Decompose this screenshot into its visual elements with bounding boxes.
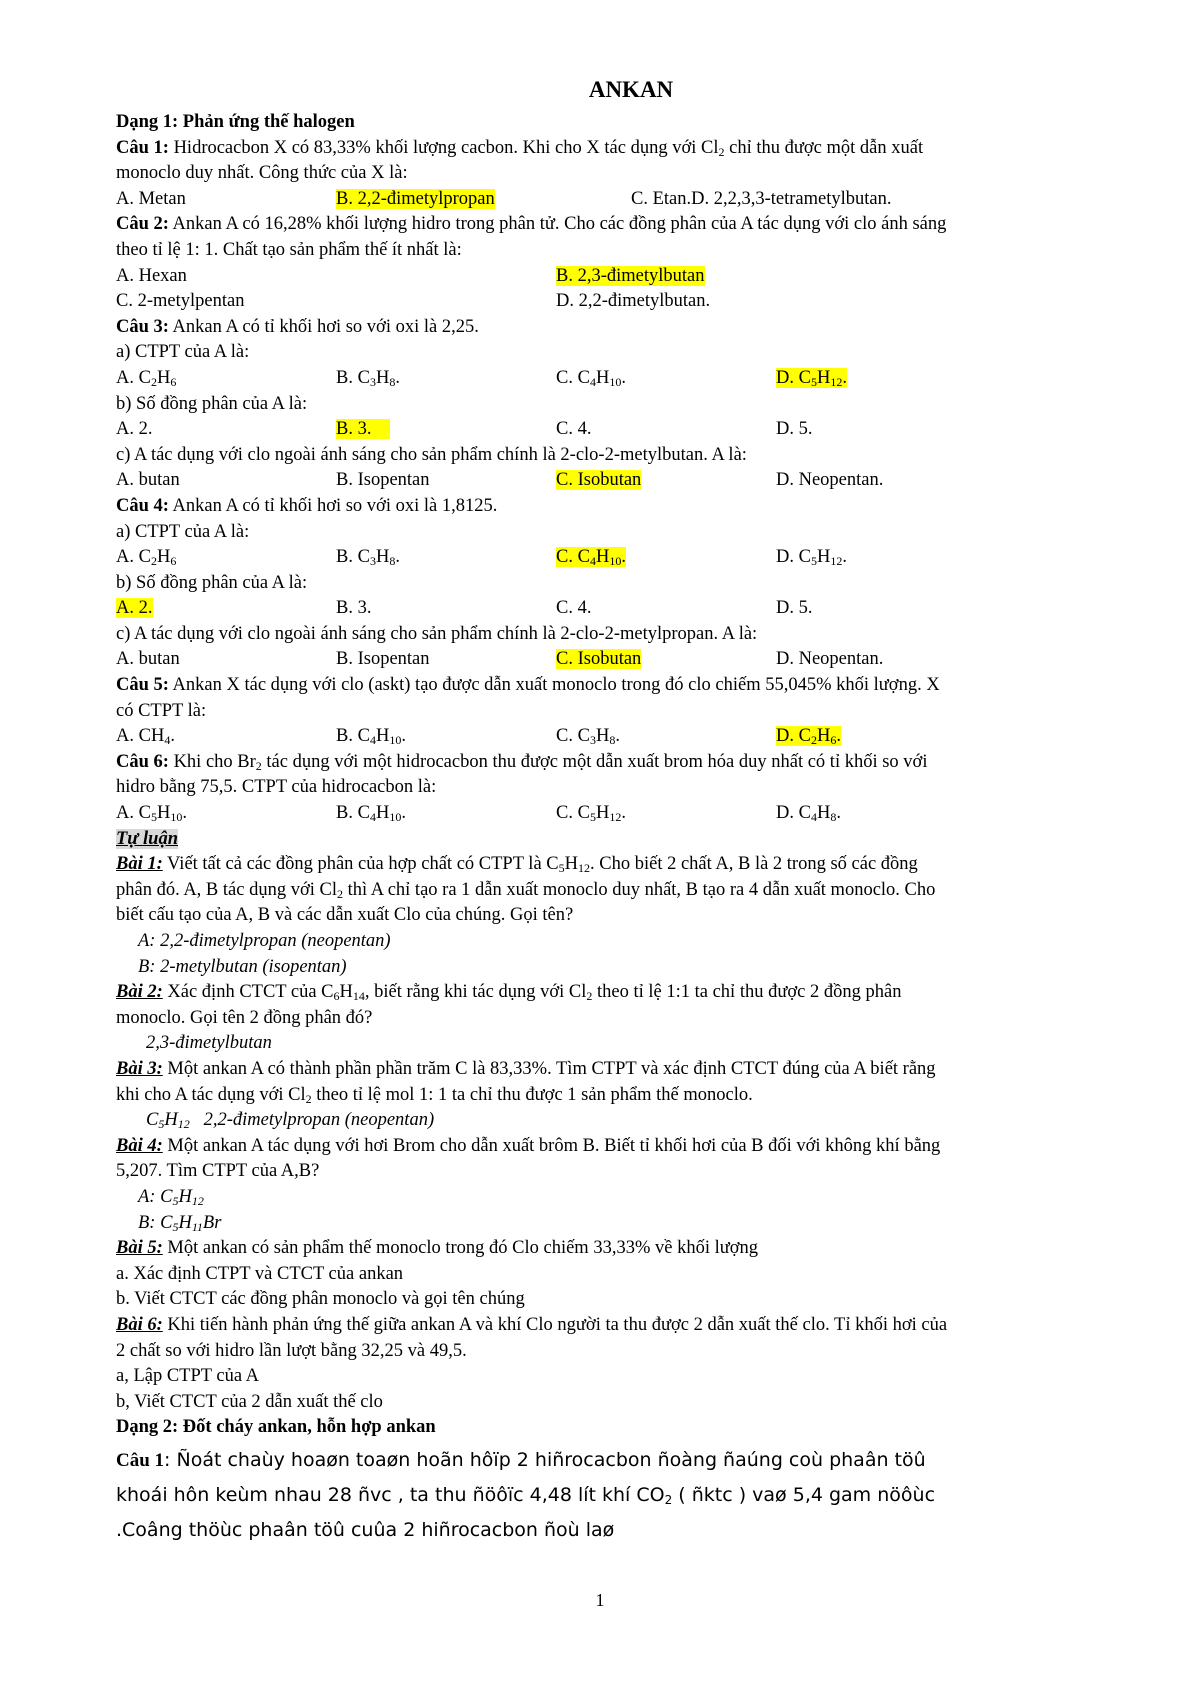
exercise-2: Bài 2: Xác định CTCT của $C_6H_{14}$, biết rằng khi tác dụng với $Cl_2$ theo tỉ lệ 1:1 ta chỉ thu được 2 đồng phân <box>116 982 902 1004</box>
option: B. 2,2-đimetylpropan <box>336 188 495 209</box>
exercise-4: Bài 4: Một ankan A tác dụng với hơi Brom cho dẫn xuất brôm B. Biết tỉ khối hơi của B đối với không khí bằng <box>116 1135 941 1156</box>
exercise-6: Bài 6: Khi tiến hành phản ứng thế giữa ankan A và khí Clo người ta thu được 2 dẫn xuất thế clo. Tỉ khối hơi của <box>116 1314 948 1335</box>
page-title: ANKAN <box>588 77 674 102</box>
answer: 2,3-đimetylbutan <box>146 1033 272 1054</box>
q5-options: A. $CH_4$. B. $C_4H_{10}$. C. $C_3H_8$. D. $C_2H_6$. <box>116 726 841 748</box>
q3a-options: A. $C_2H_6$ B. $C_3H_8$. C. $C_4H_{10}$. D. $C_5H_{12}$. <box>116 367 847 389</box>
q3b-options: A. 2. B. 3. C. 4. D. 5. <box>116 419 813 440</box>
option: A. Metan <box>116 188 186 209</box>
question-3: Câu 3: Ankan A có tỉ khối hơi so với oxi là 2,25. <box>116 316 479 337</box>
question-2: Câu 2: Ankan A có 16,28% khối lượng hidro trong phân tử. Cho các đồng phân của A tác dụng với clo ánh sáng <box>116 214 947 235</box>
answer: B: $C_5H_{11}Br$ <box>138 1212 222 1234</box>
answer: A: $C_5H_{12}$ <box>138 1186 204 1208</box>
question-1: Câu 1: Hidrocacbon X có 83,33% khối lượng cacbon. Khi cho X tác dụng với $Cl_2$ chỉ thu được một dẫn xuất <box>116 137 924 159</box>
section-heading-tuluan: Tự luận <box>116 828 178 849</box>
answer: $C_5H_{12}$ 2,2-đimetylpropan (neopentan) <box>146 1110 435 1132</box>
question-4: Câu 4: Ankan A có tỉ khối hơi so với oxi là 1,8125. <box>116 495 498 516</box>
exercise-3: Bài 3: Một ankan A có thành phần phần trăm C là 83,33%. Tìm CTPT và xác định CTCT đúng của A biết rằng <box>116 1058 936 1079</box>
question-6: Câu 6: Khi cho $Br_2$ tác dụng với một hidrocacbon thu được một dẫn xuất brom hóa duy nhất có tỉ khối so với <box>116 751 928 773</box>
section-heading-dang2: Dạng 2: Đốt cháy ankan, hỗn hợp ankan <box>116 1417 436 1438</box>
option: C. 2-metylpentan <box>116 291 245 312</box>
q3c-options: A. butan B. Isopentan C. Isobutan D. Neopentan. <box>116 470 884 491</box>
document-page: ANKAN Dạng 1: Phản ứng thế halogen Câu 1: Hidrocacbon X có 83,33% khối lượng cacbon. Khi cho X tác dụng với $Cl_2$ chỉ thu được một dẫn xuất monoclo duy nhất. Công thức của X là: A. Metan B. 2,2-đimetylpropan C. Etan.D. 2,2,3,3-tetrametylbutan. Câu 2: Ankan A có 16,28% khối lượng hidro trong phân tử. Cho các đồng phân của A tác dụng với clo ánh sáng theo tỉ lệ 1: 1. Chất tạo sản phẩm thế ít nhất là: A. Hexan B. 2,3-đimetylbutan C. 2-metylpentan D. 2,2-đimetylbutan. Câu 3: Ankan A có tỉ khối hơi so với oxi là 2,25. a) CTPT của A là: A. $C_2H_6$ B. $C_3H_8$. C. $C_4H_{10}$. D. $C_5H_{12}$. b) Số đồng phân của A là: A. 2. B. 3. C. 4. D. 5. c) A tác dụng với clo ngoài ánh sáng cho sản phẩm chính là 2-clo-2-metylbutan. A là: A. butan B. Isopentan C. Isobutan D. Neopentan. Câu 4: Ankan A có tỉ khối hơi so với oxi là 1,8125. a) CTPT của A là: A. $C_2H_6$ B. $C_3H_8$. C. $C_4H_{10}$. D. $C_5H_{12}$. b) Số đồng phân của A là: A. 2. B. 3. C. 4. D. 5. c) A tác dụng với clo ngoài ánh sáng cho sản phẩm chính là 2-clo-2-metylpropan. A là: A. butan B. Isopentan C. Isobutan D. Neopentan. Câu 5: Ankan X tác dụng với clo (askt) tạo được dẫn xuất monoclo trong đó clo chiếm 55,045% khối lượng. X có CTPT là: A. $CH_4$. B. $C_4H_{10}$. C. $C_3H_8$. D. $C_2H_6$. Câu 6: Khi cho $Br_2$ tác dụng với một hidrocacbon thu được một dẫn xuất brom hóa duy nhất có tỉ khối so với hidro bằng 75,5. CTPT của hidrocacbon là: A. $C_5H_{10}$. B. $C_4H_{10}$. C. $C_5H_{12}$. D. $C_4H_8$. Tự luận Bài 1: Viết tất cả các đồng phân của hợp chất có CTPT là $C_5H_{12}$. Cho biết 2 chất A, B là 2 trong số các đồng phân đó. A, B tác dụng với $Cl_2$ thì A chỉ tạo ra 1 dẫn xuất monoclo duy nhất, B tạo ra 4 dẫn xuất monoclo. Cho biết cấu tạo của A, B và các dẫn xuất Clo của chúng. Gọi tên? A: 2,2-đimetylpropan (neopentan) B: 2-metylbutan (isopentan) Bài 2: Xác định CTCT của $C_6H_{14}$, biết rằng khi tác dụng với $Cl_2$ theo tỉ lệ 1:1 ta chỉ thu được 2 đồng phân monoclo. Gọi tên 2 đồng phân đó? 2,3-đimetylbutan Bài 3: Một ankan A có thành phần phần trăm C là 83,33%. Tìm CTPT và xác định CTCT đúng của A biết rằng khi cho A tác dụng với $Cl_2$ theo tỉ lệ mol 1: 1 ta chỉ thu được 1 sản phẩm thế monoclo. $C_5H_{12}$ 2,2-đimetylpropan (neopentan) Bài 4: Một ankan A tác dụng với hơi Brom cho dẫn xuất brôm B. Biết tỉ khối hơi của B đối với không khí bằng 5,207. Tìm CTPT của A,B? A: $C_5H_{12}$ B: $C_5H_{11}Br$ Bài 5: Một ankan có sản phẩm thế monoclo trong đó Clo chiếm 33,33% về khối lượng a. Xác định CTPT và CTCT của ankan b. Viết CTCT các đồng phân monoclo và gọi tên chúng Bài 6: Khi tiến hành phản ứng thế giữa ankan A và khí Clo người ta thu được 2 dẫn xuất thế clo. Tỉ khối hơi của 2 chất so với hidro lần lượt bằng 32,25 và 49,5. a, Lập CTPT của A b, Viết CTCT của 2 dẫn xuất thế clo Dạng 2: Đốt cháy ankan, hỗn hợp ankan Câu 1: Ñoát chaùy hoaøn toaøn hoãn hôïp 2 hiñrocacbon ñoàng ñaúng coù phaân töû khoái hôn keùm nhau 28 ñvc , ta thu ñöôïc 4,48 lít khí $CO_2$ ( ñktc ) vaø 5,4 gam nöôùc .Coâng thöùc phaân töû cuûa 2 hiñrocacbon ñoù laø <box>116 70 1116 1548</box>
question-dang2-1: Câu 1: Ñoát chaùy hoaøn toaøn hoãn hôïp 2 hiñrocacbon ñoàng ñaúng coù phaân töû khoái hôn keùm nhau 28 ñvc , ta thu ñöôïc 4,48 lít khí $CO_2$ ( ñktc ) vaø 5,4 gam nöôùc .Coâng thöùc phaân töû cuûa 2 hiñrocacbon ñoù laø <box>116 1448 936 1541</box>
option: D. 2,2-đimetylbutan. <box>556 291 711 312</box>
q4b-options: A. 2. B. 3. C. 4. D. 5. <box>116 598 813 619</box>
option: B. 2,3-đimetylbutan <box>556 265 705 286</box>
exercise-1: Bài 1: Viết tất cả các đồng phân của hợp chất có CTPT là $C_5H_{12}$. Cho biết 2 chất A, B là 2 trong số các đồng <box>116 854 918 876</box>
question-5: Câu 5: Ankan X tác dụng với clo (askt) tạo được dẫn xuất monoclo trong đó clo chiếm 55,045% khối lượng. X <box>116 675 940 696</box>
q1-options <box>116 187 1116 213</box>
section-heading-dang1: Dạng 1: Phản ứng thế halogen <box>116 112 355 132</box>
exercise-5: Bài 5: Một ankan có sản phẩm thế monoclo trong đó Clo chiếm 33,33% về khối lượng <box>116 1238 759 1259</box>
option: A. Hexan <box>116 265 187 286</box>
q2-options-row1 <box>116 264 1116 290</box>
option: C. Etan.D. 2,2,3,3-tetrametylbutan. <box>631 188 892 209</box>
q4c-options: A. butan B. Isopentan C. Isobutan D. Neopentan. <box>116 649 884 670</box>
q6-options: A. $C_5H_{10}$. B. $C_4H_{10}$. C. $C_5H_{12}$. D. $C_4H_8$. <box>116 803 841 825</box>
answer: A: 2,2-đimetylpropan (neopentan) <box>138 931 391 951</box>
q4a-options: A. $C_2H_6$ B. $C_3H_8$. C. $C_4H_{10}$. D. $C_5H_{12}$. <box>116 547 847 569</box>
page-number: 1 <box>595 1590 605 1610</box>
q2-options-row2 <box>116 289 1116 315</box>
answer: B: 2-metylbutan (isopentan) <box>138 956 347 977</box>
